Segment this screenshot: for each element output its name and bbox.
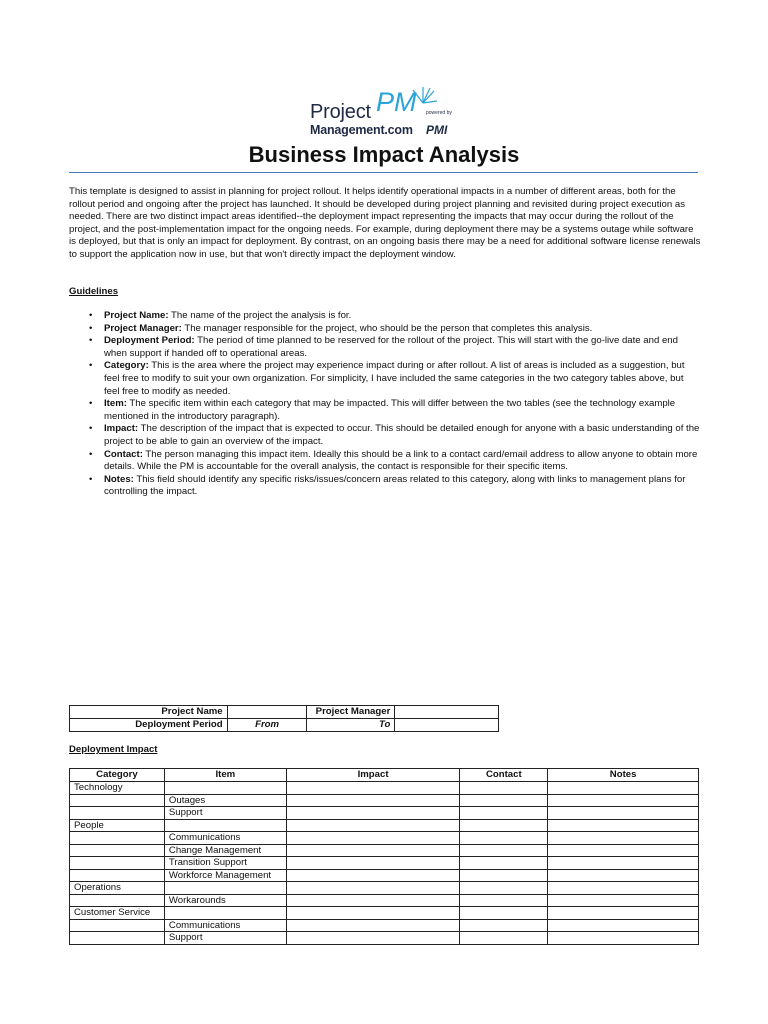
table-row: [70, 807, 699, 820]
guideline-text: The person managing this impact item. Ideally this should be a link to a contact card/email address to allow anyone to obtain more details. While the PM is accountable for the overall analysis, the contact is responsible for their specific items.: [104, 448, 698, 473]
impact-cell[interactable]: [286, 794, 460, 807]
contact-cell[interactable]: [460, 807, 548, 820]
impact-cell[interactable]: [286, 882, 460, 895]
item-cell: Change Management: [164, 844, 286, 857]
impact-cell[interactable]: [286, 907, 460, 920]
impact-cell[interactable]: [286, 932, 460, 945]
guideline-item: [69, 310, 701, 323]
project-manager-label: Project Manager: [307, 706, 395, 719]
category-cell: [70, 794, 165, 807]
category-cell: [70, 832, 165, 845]
table-row: [70, 894, 699, 907]
item-cell: Workforce Management: [164, 869, 286, 882]
contact-cell[interactable]: [460, 882, 548, 895]
impact-cell[interactable]: [286, 857, 460, 870]
col-header-notes: Notes: [548, 769, 699, 782]
guideline-text: The period of time planned to be reserved for the rollout of the project. This will start with the go-live date and end when support if handed off to operational areas.: [104, 335, 678, 359]
guideline-term: Project Name:: [104, 310, 169, 321]
category-cell: Operations: [70, 882, 165, 895]
item-cell: Outages: [164, 794, 286, 807]
col-header-impact: Impact: [286, 769, 460, 782]
page-title: Business Impact Analysis: [248, 142, 520, 167]
table-row: [70, 869, 699, 882]
guideline-term: Notes:: [104, 473, 134, 485]
notes-cell[interactable]: [548, 807, 699, 820]
logo-management-text: Management.com: [310, 123, 413, 137]
item-cell: [164, 819, 286, 832]
guideline-term: Deployment Period:: [104, 335, 195, 347]
item-cell: Support: [164, 932, 286, 945]
category-cell: Technology: [70, 782, 165, 795]
contact-cell[interactable]: [460, 857, 548, 870]
contact-cell[interactable]: [460, 819, 548, 832]
category-cell: [70, 844, 165, 857]
item-cell: [164, 882, 286, 895]
guideline-text: The name of the project the analysis is for.: [168, 310, 352, 321]
impact-cell[interactable]: [286, 807, 460, 820]
notes-cell[interactable]: [548, 782, 699, 795]
col-header-category: Category: [70, 769, 165, 782]
contact-cell[interactable]: [460, 844, 548, 857]
title-divider: [69, 172, 698, 173]
from-label: From: [227, 719, 307, 732]
notes-cell[interactable]: [548, 844, 699, 857]
guideline-text: The specific item within each category that may be impacted. This will differ between the two tables (see the technology example mentioned in the introductory paragraph).: [104, 398, 676, 422]
table-row: [70, 882, 699, 895]
contact-cell[interactable]: [460, 894, 548, 907]
notes-cell[interactable]: [548, 857, 699, 870]
deployment-impact-table: [69, 768, 699, 945]
logo-project-text: Project: [310, 101, 371, 123]
notes-cell[interactable]: [548, 819, 699, 832]
guideline-term: Project Manager:: [104, 322, 182, 334]
item-cell: Communications: [164, 919, 286, 932]
deployment-period-label: Deployment Period: [70, 719, 228, 732]
impact-cell[interactable]: [286, 869, 460, 882]
deployment-impact-heading: Deployment Impact: [69, 744, 158, 755]
category-cell: [70, 807, 165, 820]
notes-cell[interactable]: [548, 832, 699, 845]
guideline-term: Impact:: [104, 423, 139, 435]
contact-cell[interactable]: [460, 782, 548, 795]
table-row: [70, 819, 699, 832]
contact-cell[interactable]: [460, 932, 548, 945]
guideline-item: [69, 398, 701, 423]
guideline-term: Item:: [104, 398, 127, 410]
item-cell: [164, 907, 286, 920]
project-name-label: Project Name: [70, 706, 228, 719]
guidelines-list: [69, 310, 701, 499]
item-cell: Communications: [164, 832, 286, 845]
contact-cell[interactable]: [460, 832, 548, 845]
guideline-text: The description of the impact that is expected to occur. This should be detailed enough for anyone with a basic understanding of the project to be able to gain an overview of the impact.: [104, 423, 700, 447]
category-cell: [70, 932, 165, 945]
item-cell: Workarounds: [164, 894, 286, 907]
intro-paragraph: This template is designed to assist in planning for project rollout. It helps identify operational impacts in a number of different areas, both for the rollout period and ongoing after the project has launched. It should be developed during project planning and revisited during project execution as needed. There are two distinct impact areas identified--the deployment impact representing the impacts that may occur during the rollout of the project, and the post-implementation impact for the ongoing needs. For example, during deployment there may be a systems outage while software is deployed, but that is only an impact for deployment. By contrast, on an ongoing basis there may be a need for additional software license renewals to support the application now in use, but that won't directly impact the deployment window.: [69, 186, 701, 260]
guidelines-heading: Guidelines: [69, 286, 119, 297]
notes-cell[interactable]: [548, 919, 699, 932]
logo-pmi-text: PMI: [426, 123, 448, 137]
table-row: [70, 782, 699, 795]
item-cell: [164, 782, 286, 795]
guideline-item: [69, 360, 701, 398]
impact-cell[interactable]: [286, 782, 460, 795]
category-cell: [70, 869, 165, 882]
table-row: [70, 844, 699, 857]
table-row: [70, 857, 699, 870]
category-cell: Customer Service: [70, 907, 165, 920]
contact-cell[interactable]: [460, 794, 548, 807]
contact-cell[interactable]: [460, 919, 548, 932]
guideline-text: The manager responsible for the project, who should be the person that completes this analysis.: [181, 322, 593, 334]
project-name-field[interactable]: [227, 706, 307, 719]
category-cell: People: [70, 819, 165, 832]
impact-cell[interactable]: [286, 832, 460, 845]
table-row: [70, 932, 699, 945]
guideline-item: [69, 323, 701, 336]
guideline-item: [69, 474, 701, 499]
logo-powered-by: powered by: [426, 110, 452, 116]
guideline-text: This is the area where the project may experience impact during or after rollout. A list of areas is included as a suggestion, but feel free to modify to suit your own organization. For simplicity, I have included the same categories in the two category tables above, but feel free to modify as needed.: [104, 360, 685, 397]
guideline-term: Category:: [104, 360, 149, 372]
notes-cell[interactable]: [548, 894, 699, 907]
contact-cell[interactable]: [460, 907, 548, 920]
notes-cell[interactable]: [548, 882, 699, 895]
category-cell: [70, 919, 165, 932]
col-header-contact: Contact: [460, 769, 548, 782]
item-cell: Support: [164, 807, 286, 820]
project-info-table: [69, 705, 499, 732]
category-cell: [70, 857, 165, 870]
table-row: [70, 794, 699, 807]
project-manager-field[interactable]: [395, 706, 499, 719]
item-cell: Transition Support: [164, 857, 286, 870]
contact-cell[interactable]: [460, 869, 548, 882]
guideline-text: This field should identify any specific risks/issues/concern areas related to this category, along with links to management plans for controlling the impact.: [104, 473, 686, 498]
category-cell: [70, 894, 165, 907]
col-header-item: Item: [164, 769, 286, 782]
to-field[interactable]: [395, 719, 499, 732]
logo-pm-text: PM: [376, 87, 417, 117]
table-row: [70, 907, 699, 920]
notes-cell[interactable]: [548, 794, 699, 807]
table-row: [70, 919, 699, 932]
to-label: To: [307, 719, 395, 732]
guideline-item: [69, 335, 701, 360]
table-row: [70, 832, 699, 845]
notes-cell[interactable]: [548, 907, 699, 920]
impact-cell[interactable]: [286, 894, 460, 907]
guideline-term: Contact:: [104, 448, 143, 460]
impact-cell[interactable]: [286, 844, 460, 857]
notes-cell[interactable]: [548, 869, 699, 882]
logo: [308, 85, 468, 141]
guideline-item: [69, 449, 701, 474]
impact-cell[interactable]: [286, 819, 460, 832]
notes-cell[interactable]: [548, 932, 699, 945]
guideline-item: [69, 423, 701, 448]
impact-cell[interactable]: [286, 919, 460, 932]
